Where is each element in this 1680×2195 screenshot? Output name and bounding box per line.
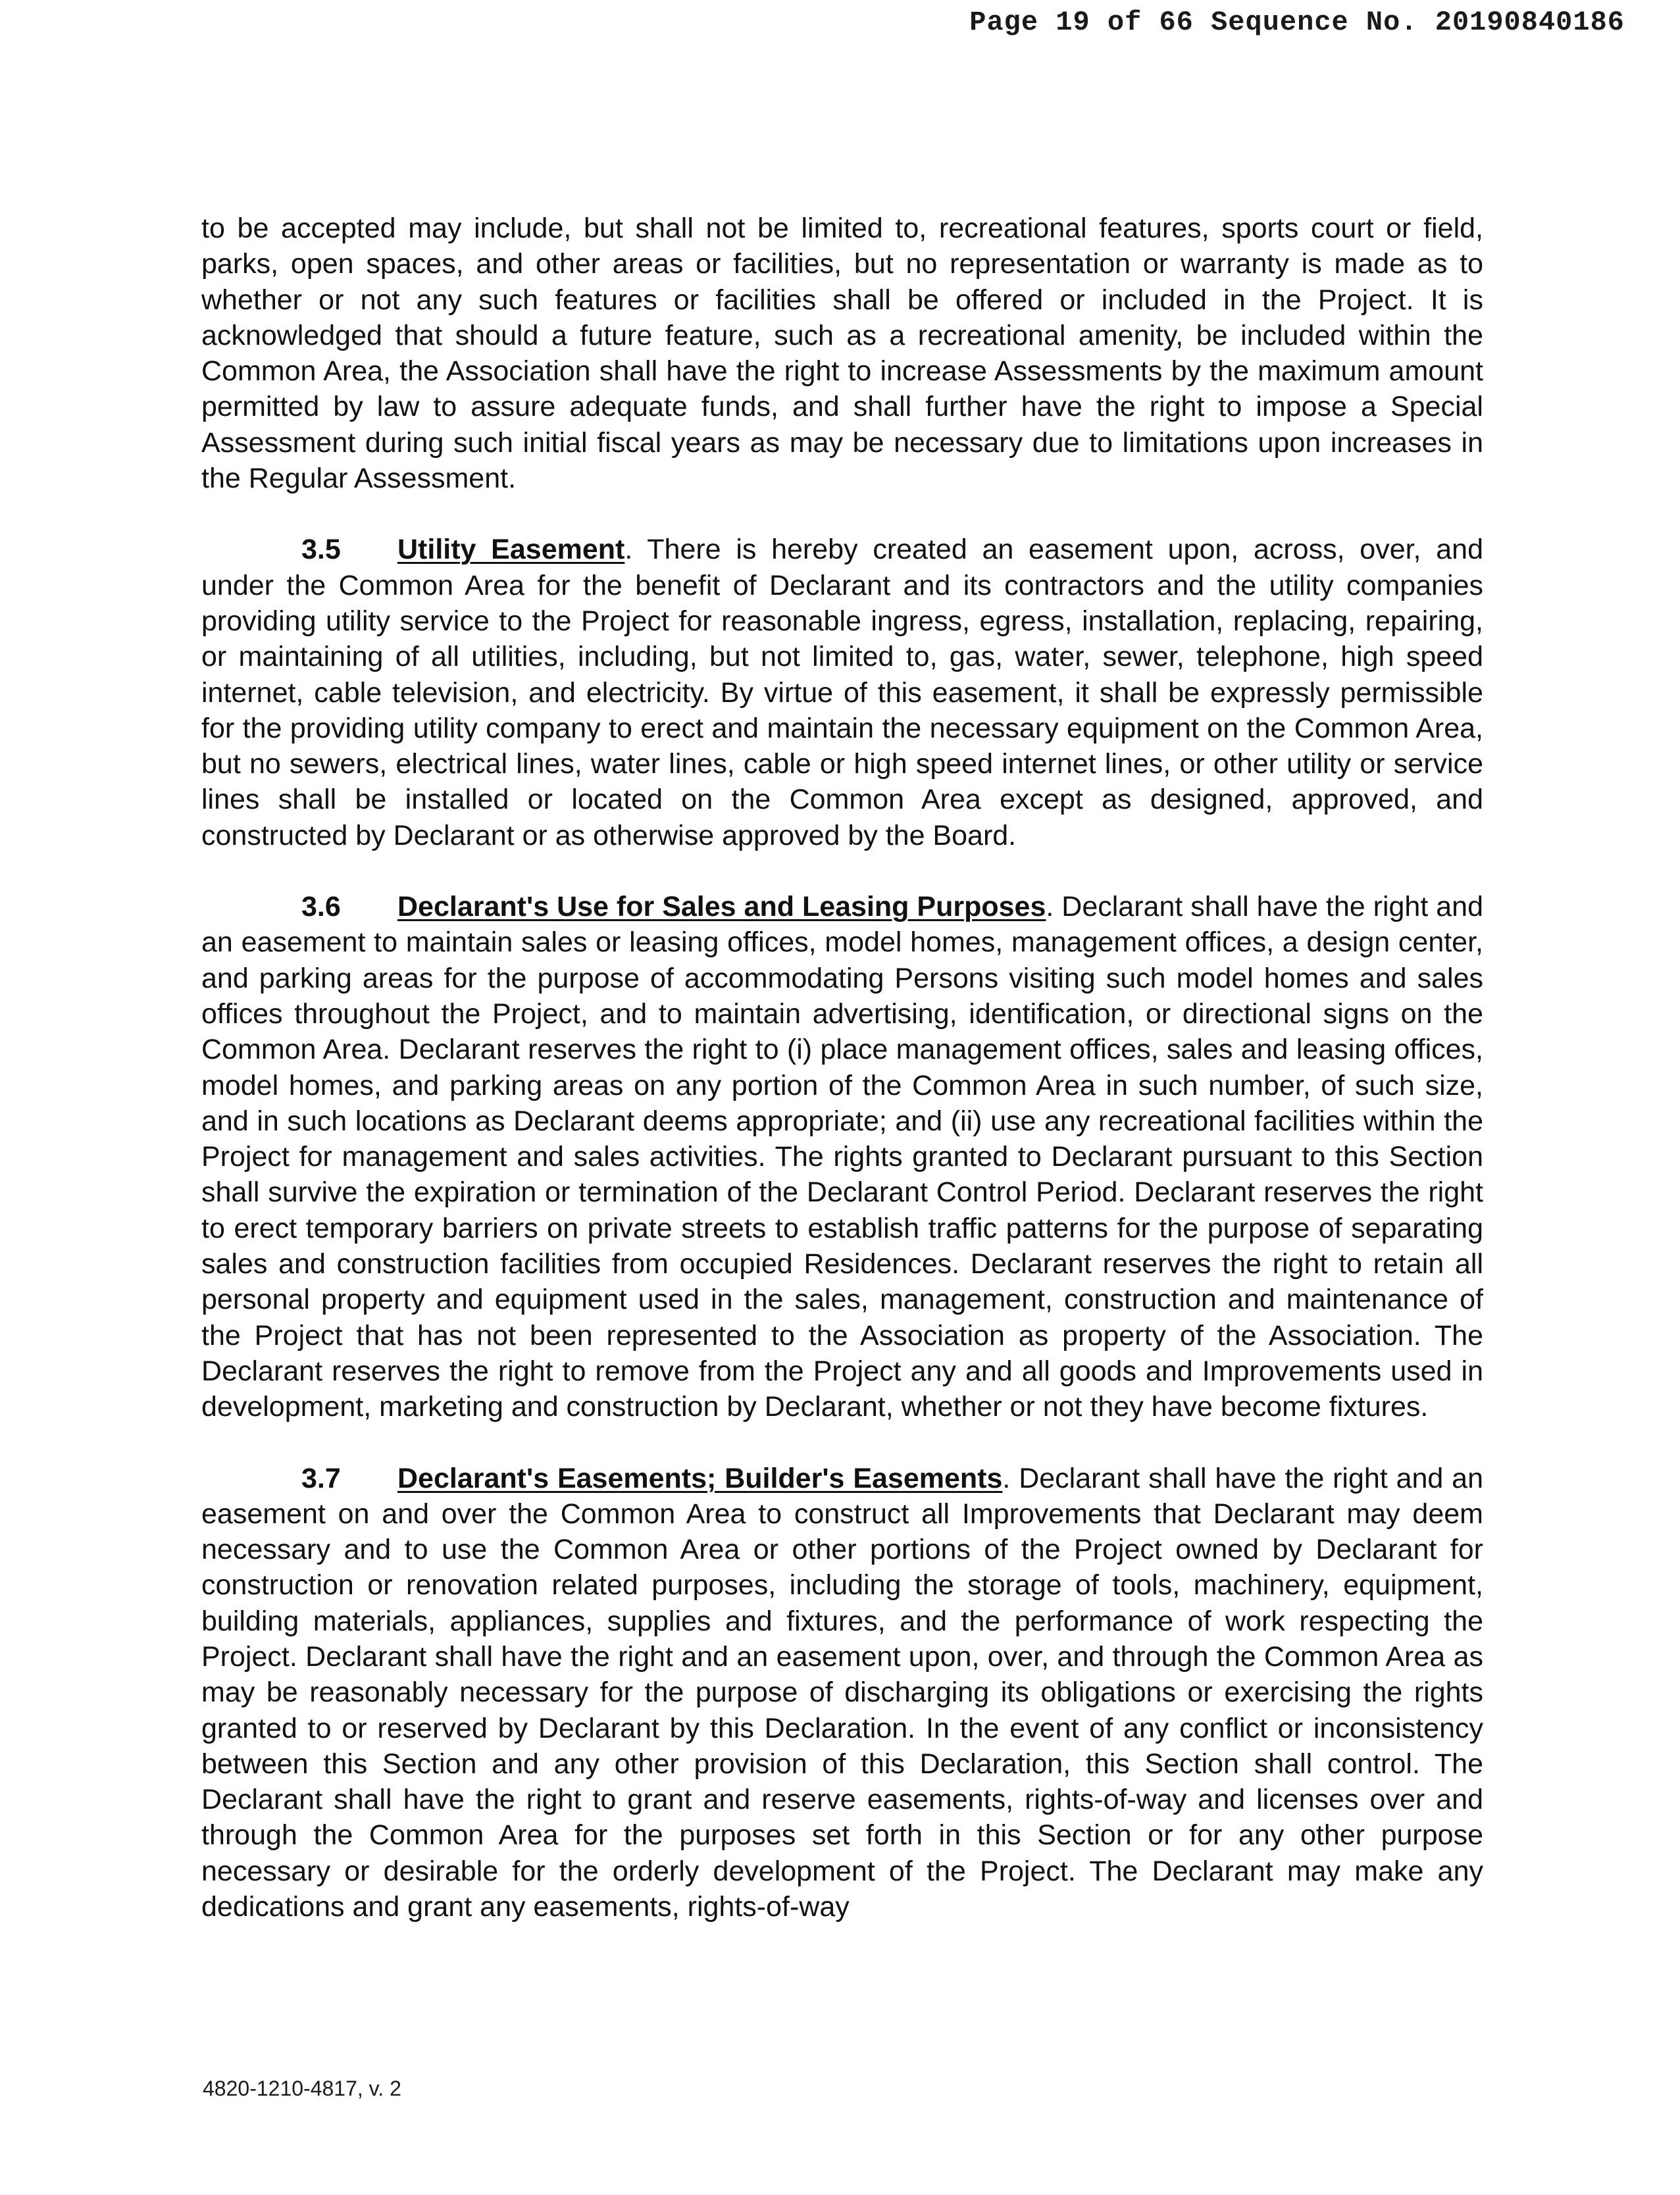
section-text: . Declarant shall have the right and an easement on and over the Common Area to construct all Improvements that Declarant may deem necessary and to use the Common Area or other portions of the Project owned by Declarant for construction or renovation related purposes, including the storage of tools, machinery, equipment, building materials, appliances, supplies and fixtures, and the performance of work respecting the Project. Declarant shall have the right and an easement upon, over, and through the Common Area as may be reasonably necessary for the purpose of discharging its obligations or exercising the rights granted to or reserved by Declarant by this Declaration. In the event of any conflict or inconsistency between this Section and any other provision of this Declaration, this Section shall control. The Declarant shall have the right to grant and reserve easements, rights-of-way and licenses over and through the Common Area for the purposes set forth in this Section or for any other purpose necessary or desirable for the orderly development of the Project. The Declarant may make any dedications and grant any easements, rights-of-way [201, 1462, 1483, 1923]
section-number: 3.5 [301, 534, 341, 566]
section-title: Declarant's Easements; Builder's Easements [397, 1462, 1003, 1494]
section-number: 3.7 [301, 1462, 341, 1494]
section-title: Utility Easement [397, 534, 625, 566]
section-text: . Declarant shall have the right and an easement to maintain sales or leasing offices, model homes, management offices, a design center, and parking areas for the purpose of accommodating Persons visiting such model homes and sales offices throughout the Project, and to maintain advertising, identification, or directional signs on the Common Area. Declarant reserves the right to (i) place management offices, sales and leasing offices, model homes, and parking areas on any portion of the Common Area in such number, of such size, and in such locations as Declarant deems appropriate; and (ii) use any recreational facilities within the Project for management and sales activities. The rights granted to Declarant pursuant to this Section shall survive the expiration or termination of the Declarant Control Period. Declarant reserves the right to erect temporary barriers on private streets to establish traffic patterns for the purpose of separating sales and construction facilities from occupied Residences. Declarant reserves the right to retain all personal property and equipment used in the sales, management, construction and maintenance of the Project that has not been represented to the Association as property of the Association. The Declarant reserves the right to remove from the Project any and all goods and Improvements used in development, marketing and construction by Declarant, whether or not they have become fixtures. [201, 891, 1483, 1423]
section-title: Declarant's Use for Sales and Leasing Purposes [397, 891, 1046, 923]
document-id-footer: 4820-1210-4817, v. 2 [203, 2077, 401, 2100]
section-text: . There is hereby created an easement upon, across, over, and under the Common Area for the benefit of Declarant and its contractors and the utility companies providing utility service to the Project for reasonable ingress, egress, installation, replacing, repairing, or maintaining of all utilities, including, but not limited to, gas, water, sewer, telephone, high speed internet, cable television, and electricity. By virtue of this easement, it shall be expressly permissible for the providing utility company to erect and maintain the necessary equipment on the Common Area, but no sewers, electrical lines, water lines, cable or high speed internet lines, or other utility or service lines shall be installed or located on the Common Area except as designed, approved, and constructed by Declarant or as otherwise approved by the Board. [201, 534, 1483, 851]
page-sequence-header: Page 19 of 66 Sequence No. 20190840186 [969, 7, 1625, 38]
section-3-7 [201, 1461, 1483, 1925]
section-3-6 [201, 889, 1483, 1425]
intro-paragraph: to be accepted may include, but shall not be limited to, recreational features, sports court or field, parks, open spaces, and other areas or facilities, but no representation or warranty is made as to whether or not any such features or facilities shall be offered or included in the Project. It is acknowledged that should a future feature, such as a recreational amenity, be included within the Common Area, the Association shall have the right to increase Assessments by the maximum amount permitted by law to assure adequate funds, and shall further have the right to impose a Special Assessment during such initial fiscal years as may be necessary due to limitations upon increases in the Regular Assessment. [201, 213, 1483, 495]
section-3-5 [201, 532, 1483, 853]
section-number: 3.6 [301, 891, 341, 923]
document-body [201, 211, 1483, 1925]
